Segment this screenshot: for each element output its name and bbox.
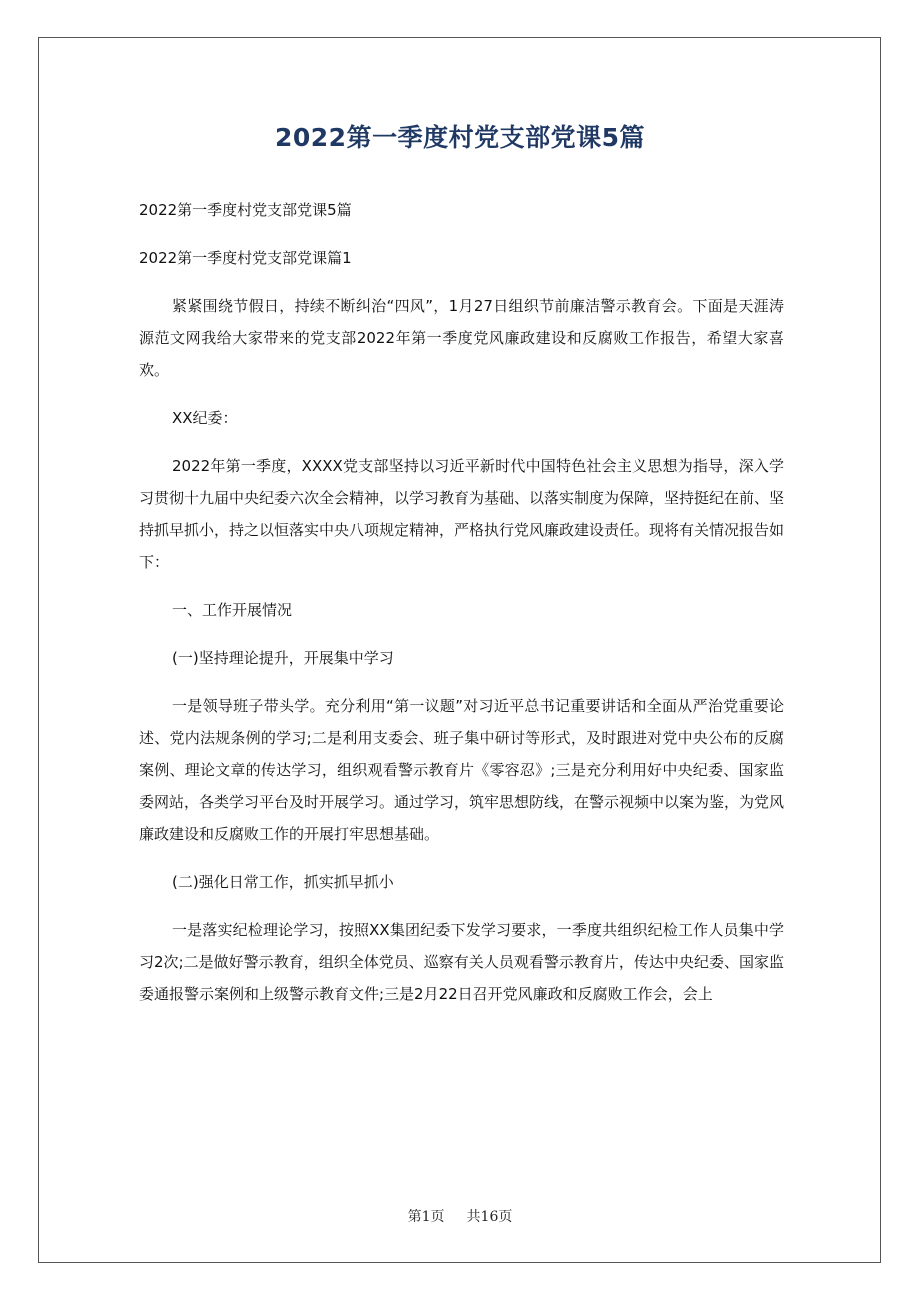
page-number: 第1页 <box>407 1209 445 1225</box>
document-body <box>139 194 784 1026</box>
document-title: 2022第一季度村党支部党课5篇 <box>275 123 645 152</box>
report-paragraph: 2022年第一季度，XXXX党支部坚持以习近平新时代中国特色社会主义思想为指导，深入学习贯彻十九届中央纪委六次全会精神，以学习教育为基础、以落实制度为保障，坚持挺纪在前、坚持抓早抓小，持之以恒落实中央八项规定精神，严格执行党风廉政建设责任。现将有关情况报告如下： <box>139 457 785 571</box>
salutation: XX纪委： <box>172 409 238 427</box>
page-footer <box>0 1206 920 1226</box>
theory-paragraph: 一是领导班子带头学。充分利用“第一议题”对习近平总书记重要讲话和全面从严治党重要论述、党内法规条例的学习;二是利用支委会、班子集中研讨等形式，及时跟进对党中央公布的反腐案例、理论文章的传达学习，组织观看警示教育片《零容忍》;三是充分利用好中央纪委、国家监委网站，各类学习平台及时开展学习。通过学习，筑牢思想防线，在警示视频中以案为鉴，为党风廉政建设和反腐败工作的开展打牢思想基础。 <box>139 697 785 843</box>
subheading-daily-work: (二)强化日常工作，抓实抓早抓小 <box>172 873 394 891</box>
heading-work-status: 一、工作开展情况 <box>172 601 293 619</box>
subtitle-line: 2022第一季度村党支部党课5篇 <box>139 201 352 219</box>
daily-work-paragraph: 一是落实纪检理论学习，按照XX集团纪委下发学习要求，一季度共组织纪检工作人员集中学习2次;二是做好警示教育，组织全体党员、巡察有关人员观看警示教育片，传达中央纪委、国家监委通报警示案例和上级警示教育文件;三是2月22日召开党风廉政和反腐败工作会，会上 <box>139 921 784 1003</box>
page-total: 共16页 <box>466 1209 513 1225</box>
section-heading: 2022第一季度村党支部党课篇1 <box>139 249 352 267</box>
intro-paragraph: 紧紧围绕节假日，持续不断纠治“四风”，1月27日组织节前廉洁警示教育会。下面是天涯涛源范文网我给大家带来的党支部2022年第一季度党风廉政建设和反腐败工作报告，希望大家喜欢。 <box>139 297 784 379</box>
subheading-theory: (一)坚持理论提升，开展集中学习 <box>172 649 394 667</box>
